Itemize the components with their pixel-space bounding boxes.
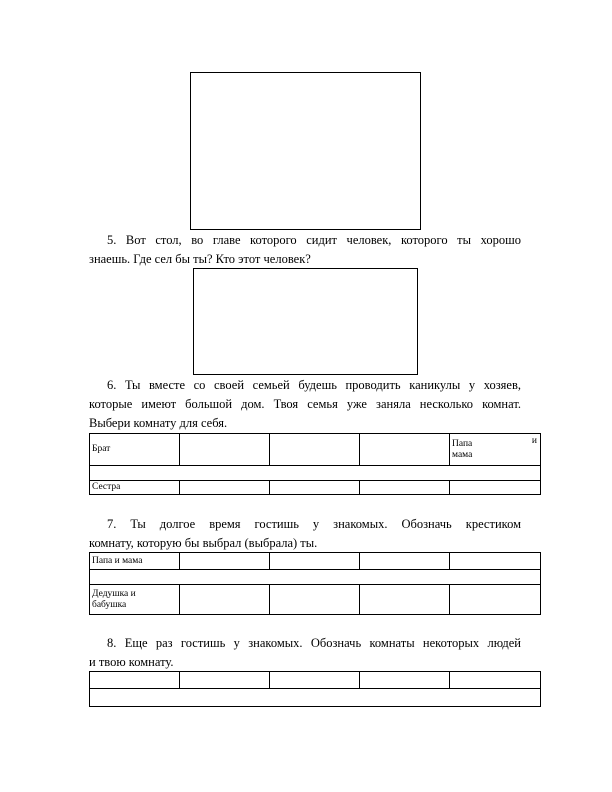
q7-line-2: комнату, которую бы выбрал (выбрала) ты.: [89, 536, 318, 550]
q8-line-2: и твою комнату.: [89, 655, 174, 669]
room-papa-mama[interactable]: [90, 553, 180, 570]
room-empty[interactable]: [450, 672, 541, 689]
table-row: [90, 553, 541, 570]
room-empty[interactable]: [360, 585, 450, 615]
room-dedushka-babushka[interactable]: [90, 585, 180, 615]
corridor[interactable]: [90, 570, 541, 585]
room-empty[interactable]: [270, 585, 360, 615]
room-empty[interactable]: [360, 434, 450, 466]
table-row: [90, 434, 541, 466]
room-empty[interactable]: [180, 481, 270, 495]
q6-line-3: Выбери комнату для себя.: [89, 416, 228, 430]
room-papa-mama[interactable]: [450, 434, 541, 466]
question-6: [89, 376, 521, 433]
question-5: [89, 231, 521, 269]
room-empty[interactable]: [180, 585, 270, 615]
room-empty[interactable]: [180, 434, 270, 466]
room-label: Папа: [452, 438, 473, 449]
room-empty[interactable]: [360, 481, 450, 495]
room-label: Дедушка и: [92, 588, 136, 599]
table-row: [90, 466, 541, 481]
room-empty[interactable]: [360, 672, 450, 689]
room-empty[interactable]: [270, 481, 360, 495]
q6-line-1: 6. Ты вместе со своей семьей будешь проводить каникулы у хозяев,: [107, 378, 521, 392]
room-brat[interactable]: [90, 434, 180, 466]
corridor[interactable]: [90, 689, 541, 707]
room-empty[interactable]: [180, 672, 270, 689]
q8-line-1: 8. Еще раз гостишь у знакомых. Обозначь комнаты некоторых людей: [107, 636, 521, 650]
question-7: [89, 515, 521, 553]
room-empty[interactable]: [270, 672, 360, 689]
room-empty[interactable]: [90, 672, 180, 689]
room-empty[interactable]: [270, 553, 360, 570]
table-row: [90, 672, 541, 689]
room-empty[interactable]: [450, 553, 541, 570]
q5-line-2: знаешь. Где сел бы ты? Кто этот человек?: [89, 252, 311, 266]
q7-line-1: 7. Ты долгое время гостишь у знакомых. Обозначь крестиком: [107, 517, 521, 531]
room-empty[interactable]: [360, 553, 450, 570]
room-empty[interactable]: [270, 434, 360, 466]
q6-room-table: [89, 433, 541, 495]
q8-room-table: [89, 671, 541, 707]
table-row: [90, 481, 541, 495]
room-sestra[interactable]: [90, 481, 180, 495]
room-label: и: [531, 436, 537, 446]
room-label: мама: [452, 449, 473, 460]
room-label: Сестра: [92, 482, 121, 492]
room-empty[interactable]: [180, 553, 270, 570]
room-label: бабушка: [92, 599, 127, 610]
room-label: Брат: [92, 444, 111, 454]
room-label: Папа и мама: [92, 555, 143, 566]
room-empty[interactable]: [450, 585, 541, 615]
table-row: [90, 689, 541, 707]
picture-frame-top: [190, 72, 421, 230]
q7-room-table: [89, 552, 541, 615]
table-row: [90, 585, 541, 615]
room-empty[interactable]: [450, 481, 541, 495]
q5-line-1: 5. Вот стол, во главе которого сидит человек, которого ты хорошо: [107, 233, 521, 247]
picture-frame-table: [193, 268, 418, 375]
question-8: [89, 634, 521, 672]
table-row: [90, 570, 541, 585]
corridor[interactable]: [90, 466, 541, 481]
q6-line-2: которые имеют большой дом. Твоя семья уже заняла несколько комнат.: [89, 397, 521, 411]
